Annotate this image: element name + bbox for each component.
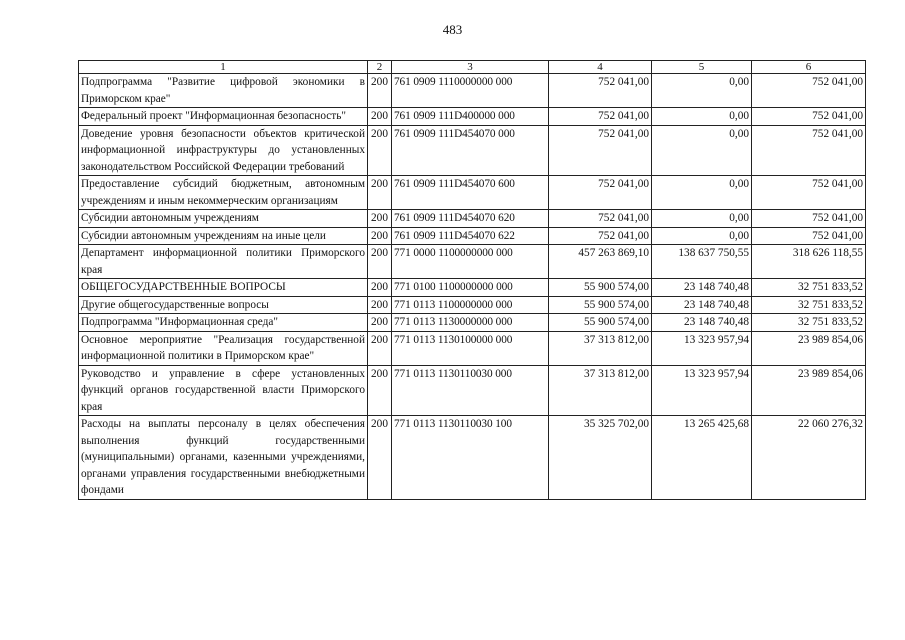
row-value-6: 318 626 118,55 (752, 245, 866, 279)
page-number: 483 (442, 22, 463, 37)
header-col-1: 1 (79, 61, 368, 74)
row-code: 771 0113 1130110030 000 (392, 365, 549, 416)
row-code: 761 0909 111D454070 620 (392, 210, 549, 228)
row-col2: 200 (368, 227, 392, 245)
row-col2: 200 (368, 314, 392, 332)
row-code: 771 0113 1130110030 100 (392, 416, 549, 500)
row-name: Департамент информационной политики Приморского края (79, 245, 368, 279)
row-name: Федеральный проект "Информационная безопасность" (79, 108, 368, 126)
row-value-6: 752 041,00 (752, 125, 866, 176)
row-value-4: 752 041,00 (549, 210, 652, 228)
table-row (79, 279, 866, 297)
row-value-5: 0,00 (652, 108, 752, 126)
table-row (79, 416, 866, 500)
row-value-5: 0,00 (652, 210, 752, 228)
row-name: ОБЩЕГОСУДАРСТВЕННЫЕ ВОПРОСЫ (79, 279, 368, 297)
table-row (79, 125, 866, 176)
row-value-6: 752 041,00 (752, 176, 866, 210)
row-name: Предоставление субсидий бюджетным, автономным учреждениям и иным некоммерческим организациям (79, 176, 368, 210)
row-col2: 200 (368, 125, 392, 176)
row-value-4: 55 900 574,00 (549, 279, 652, 297)
row-code: 771 0113 1130100000 000 (392, 331, 549, 365)
row-value-4: 752 041,00 (549, 125, 652, 176)
row-col2: 200 (368, 279, 392, 297)
row-value-6: 752 041,00 (752, 227, 866, 245)
table-row (79, 296, 866, 314)
row-code: 761 0909 111D454070 000 (392, 125, 549, 176)
row-code: 771 0113 1130000000 000 (392, 314, 549, 332)
row-col2: 200 (368, 245, 392, 279)
row-code: 761 0909 111D454070 600 (392, 176, 549, 210)
table-row (79, 210, 866, 228)
row-col2: 200 (368, 296, 392, 314)
row-value-5: 0,00 (652, 125, 752, 176)
row-name: Подпрограмма "Развитие цифровой экономики в Приморском крае" (79, 74, 368, 108)
row-name: Доведение уровня безопасности объектов критической информационной инфраструктуры до установленных законодательством Российской Федерации требований (79, 125, 368, 176)
row-col2: 200 (368, 176, 392, 210)
row-value-5: 23 148 740,48 (652, 314, 752, 332)
row-value-4: 37 313 812,00 (549, 365, 652, 416)
row-value-5: 23 148 740,48 (652, 279, 752, 297)
row-value-6: 752 041,00 (752, 74, 866, 108)
row-value-4: 457 263 869,10 (549, 245, 652, 279)
row-value-6: 22 060 276,32 (752, 416, 866, 500)
row-code: 771 0100 1100000000 000 (392, 279, 549, 297)
table-row (79, 331, 866, 365)
row-col2: 200 (368, 210, 392, 228)
table-row (79, 227, 866, 245)
row-code: 761 0909 111D454070 622 (392, 227, 549, 245)
row-code: 771 0113 1100000000 000 (392, 296, 549, 314)
row-value-5: 0,00 (652, 176, 752, 210)
header-col-4: 4 (549, 61, 652, 74)
row-value-4: 35 325 702,00 (549, 416, 652, 500)
row-name: Основное мероприятие "Реализация государственной информационной политики в Приморском крае" (79, 331, 368, 365)
row-value-4: 752 041,00 (549, 74, 652, 108)
row-value-5: 23 148 740,48 (652, 296, 752, 314)
row-value-4: 55 900 574,00 (549, 314, 652, 332)
row-name: Руководство и управление в сфере установленных функций органов государственной власти Приморского края (79, 365, 368, 416)
row-name: Субсидии автономным учреждениям (79, 210, 368, 228)
row-col2: 200 (368, 108, 392, 126)
row-code: 761 0909 1110000000 000 (392, 74, 549, 108)
row-value-5: 13 323 957,94 (652, 331, 752, 365)
row-value-6: 23 989 854,06 (752, 365, 866, 416)
row-value-4: 752 041,00 (549, 108, 652, 126)
row-value-6: 32 751 833,52 (752, 296, 866, 314)
row-col2: 200 (368, 365, 392, 416)
header-col-5: 5 (652, 61, 752, 74)
row-name: Подпрограмма "Информационная среда" (79, 314, 368, 332)
row-value-5: 0,00 (652, 227, 752, 245)
table-row (79, 74, 866, 108)
row-value-4: 37 313 812,00 (549, 331, 652, 365)
table-row (79, 245, 866, 279)
row-value-6: 32 751 833,52 (752, 314, 866, 332)
row-value-6: 23 989 854,06 (752, 331, 866, 365)
row-name: Субсидии автономным учреждениям на иные цели (79, 227, 368, 245)
header-col-3: 3 (392, 61, 549, 74)
row-value-6: 32 751 833,52 (752, 279, 866, 297)
row-value-4: 55 900 574,00 (549, 296, 652, 314)
budget-table (78, 60, 866, 500)
header-col-6: 6 (752, 61, 866, 74)
table-row (79, 365, 866, 416)
row-value-6: 752 041,00 (752, 210, 866, 228)
row-value-5: 0,00 (652, 74, 752, 108)
table-row (79, 176, 866, 210)
table-row (79, 314, 866, 332)
row-value-5: 13 323 957,94 (652, 365, 752, 416)
row-col2: 200 (368, 74, 392, 108)
row-value-5: 13 265 425,68 (652, 416, 752, 500)
header-col-2: 2 (368, 61, 392, 74)
row-value-4: 752 041,00 (549, 176, 652, 210)
table-row (79, 108, 866, 126)
row-col2: 200 (368, 416, 392, 500)
row-code: 771 0000 1100000000 000 (392, 245, 549, 279)
row-col2: 200 (368, 331, 392, 365)
row-value-5: 138 637 750,55 (652, 245, 752, 279)
row-name: Другие общегосударственные вопросы (79, 296, 368, 314)
table-header-row (79, 61, 866, 74)
row-name: Расходы на выплаты персоналу в целях обеспечения выполнения функций государственными (муниципальными) органами, казенными учреждениями, органами управления государственными внебюджетными фондами (79, 416, 368, 500)
row-value-4: 752 041,00 (549, 227, 652, 245)
row-value-6: 752 041,00 (752, 108, 866, 126)
row-code: 761 0909 111D400000 000 (392, 108, 549, 126)
